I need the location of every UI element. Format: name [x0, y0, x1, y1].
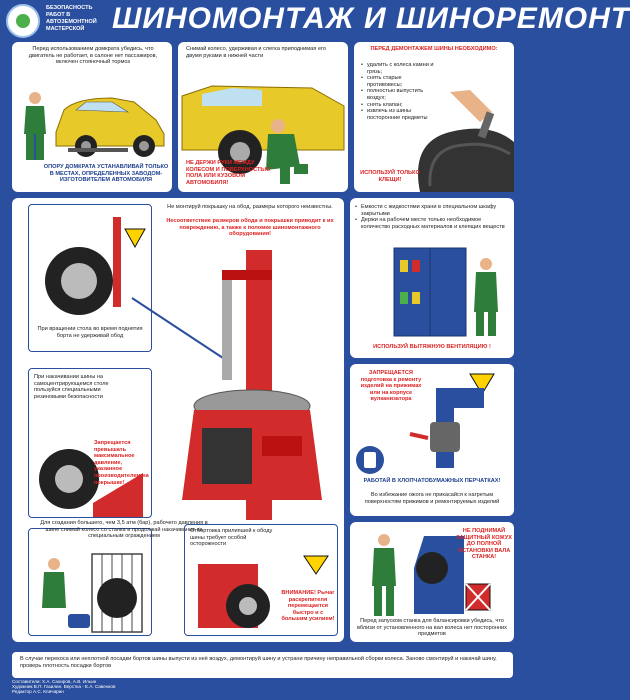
- panel-storage: [350, 198, 514, 358]
- header: [0, 0, 630, 40]
- vulcanizer-burn-note: Во избежание ожога не прикасайся к нагретым поверхностям прижимов и ремонтируемых изделий: [364, 492, 500, 505]
- panel-vulcanizer: [350, 364, 514, 516]
- inflation-warning: Запрещается превышать максимальное давление, указанное производителем на покрышке!: [94, 440, 149, 486]
- author-line: Редактор А.С. Кличарин: [12, 689, 64, 694]
- storage-cabinet-illustration: [354, 242, 510, 338]
- authors: [12, 679, 115, 694]
- inflation-note: При накачивании шины на самоцентрирующемся столе пользуйся специальными резиновыми безопасности: [34, 374, 109, 400]
- vulcanizer-gloves: РАБОТАЙ В ХЛОПЧАТОБУМАЖНЫХ ПЕРЧАТКАХ!: [363, 478, 501, 484]
- vulcanizer-warning: ЗАПРЕЩАЕТСЯ подготовка к ремонту изделий на прижимах или на корпусе вулканизатора: [360, 370, 422, 403]
- author-line: Составители: Х.А. Сахиров, А.В. Ильин: [12, 679, 97, 684]
- list-item: • полностью выпустить воздух;: [360, 88, 438, 101]
- jack-caption: ОПОРУ ДОМКРАТА УСТАНАВЛИВАЙ ТОЛЬКО В МЕСТАХ, ОПРЕДЕЛЕННЫХ ЗАВОДОМ-ИЗГОТОВИТЕЛЕМ АВТОМОБИЛЯ: [43, 164, 169, 184]
- dismount-note: ИСПОЛЬЗУЙ ТОЛЬКО КЛЕЩИ!: [360, 170, 420, 183]
- bead-note: Отбортовка прилипшей к ободу шины требует особой осторожности: [190, 528, 273, 548]
- jack-intro: Перед использованием домкрата убедись, что двигатель не работает, в салоне нет пассажиров, включен стояночный тормоз: [28, 46, 158, 66]
- list-item: • удалить с колеса камни и грязь;: [360, 62, 438, 75]
- page-title: ШИНОМОНТАЖ И ШИНОРЕМОНТ: [112, 2, 630, 35]
- header-subtitle: БЕЗОПАСНОСТЬ РАБОТ В АВТОЗЕМОНТНОЙ МАСТЕРСКОЙ: [46, 5, 97, 32]
- footer-panel: [12, 652, 513, 678]
- wheel-removal-intro: Снимай колесо, удерживая и слегка приподнимая его двумя руками в нижней части: [186, 46, 326, 59]
- list-item: • снять клапан;: [360, 102, 438, 109]
- panel-wheel-removal: [178, 42, 348, 192]
- list-item: • извлечь из шины посторонние предметы: [360, 108, 438, 121]
- storage-footer: ИСПОЛЬЗУЙ ВЫТЯЖНУЮ ВЕНТИЛЯЦИЮ !: [373, 344, 491, 350]
- author-line: Художник В.П. Газилин. Верстка - Е.А. Савенков: [12, 684, 116, 689]
- safety-cage-illustration: [32, 548, 150, 634]
- car-on-jack-illustration: [16, 72, 168, 164]
- balancer-warning: НЕ ПОДНИМАЙ ЗАЩИТНЫЙ КОЖУХ ДО ПОЛНОЙ ОСТАНОВКИ ВАЛА СТАНКА!: [456, 528, 512, 561]
- rotation-illustration: [33, 211, 149, 321]
- list-item: • снять старые противовесы;: [360, 75, 438, 88]
- dismount-heading: ПЕРЕД ДЕМОНТАЖЕМ ШИНЫ НЕОБХОДИМО:: [370, 46, 498, 52]
- vulcanizer-illustration: [354, 368, 510, 476]
- panel-tire-changer: [12, 198, 344, 642]
- cage-note: Для создания большего, чем 3,5 атм (бар), рабочего давления в шине снимай колесо со станка и продолжай накачивание за специальным ограждением: [40, 520, 208, 540]
- wheel-removal-warning: НЕ ДЕРЖИ РУКИ МЕЖДУ КОЛЕСОМ И ПОВЕРХНОСТЬЮ ПОЛА ИЛИ КУЗОВОМ АВТОМОБИЛЯ!: [186, 160, 271, 186]
- list-item: • Держи на рабочем месте только необходимое количество расходных материалов и клеящих веществ: [354, 217, 510, 230]
- panel-jack: [12, 42, 172, 192]
- list-item: • Емкости с жидкостями храни в специальном шкафу закрытыми: [354, 204, 510, 217]
- panel-before-dismount: [354, 42, 514, 192]
- pliers-tire-illustration: [410, 82, 514, 192]
- footer-text: В случае перекоса или неплотной посадки бортов шины выпусти из неё воздух, демонтируй шину и устрани причину неправильной сборки колеса. Заново смонтируй и накачай шину, проверь плотность посадки бортов: [20, 656, 497, 669]
- warning-sign-icon: [304, 556, 328, 574]
- storage-list: [354, 204, 510, 230]
- warning-sign-icon: [125, 229, 145, 247]
- machine-top-note: Не монтируй покрышку на обод, размеры которого неизвестны.: [167, 204, 333, 210]
- balancer-note: Перед запуском станка для балансировки убедись, что вблизи от установленного на вал колеса нет посторонних предметов: [357, 618, 507, 638]
- rotation-note: При вращении стола во время поднятия борта не удерживай обод: [37, 326, 143, 339]
- bead-warning: ВНИМАНИЕ! Рычаг раскрепителя перемещается быстро и с большим усилием!: [281, 590, 335, 623]
- machine-top-warning: Несоответствие размеров обода и покрышки приводит к их повреждению, а также к поломке шиномонтажного оборудования!: [166, 218, 334, 238]
- tire-changer-machine-illustration: [162, 240, 342, 550]
- logo-icon: [6, 4, 40, 38]
- panel-balancer: [350, 522, 514, 642]
